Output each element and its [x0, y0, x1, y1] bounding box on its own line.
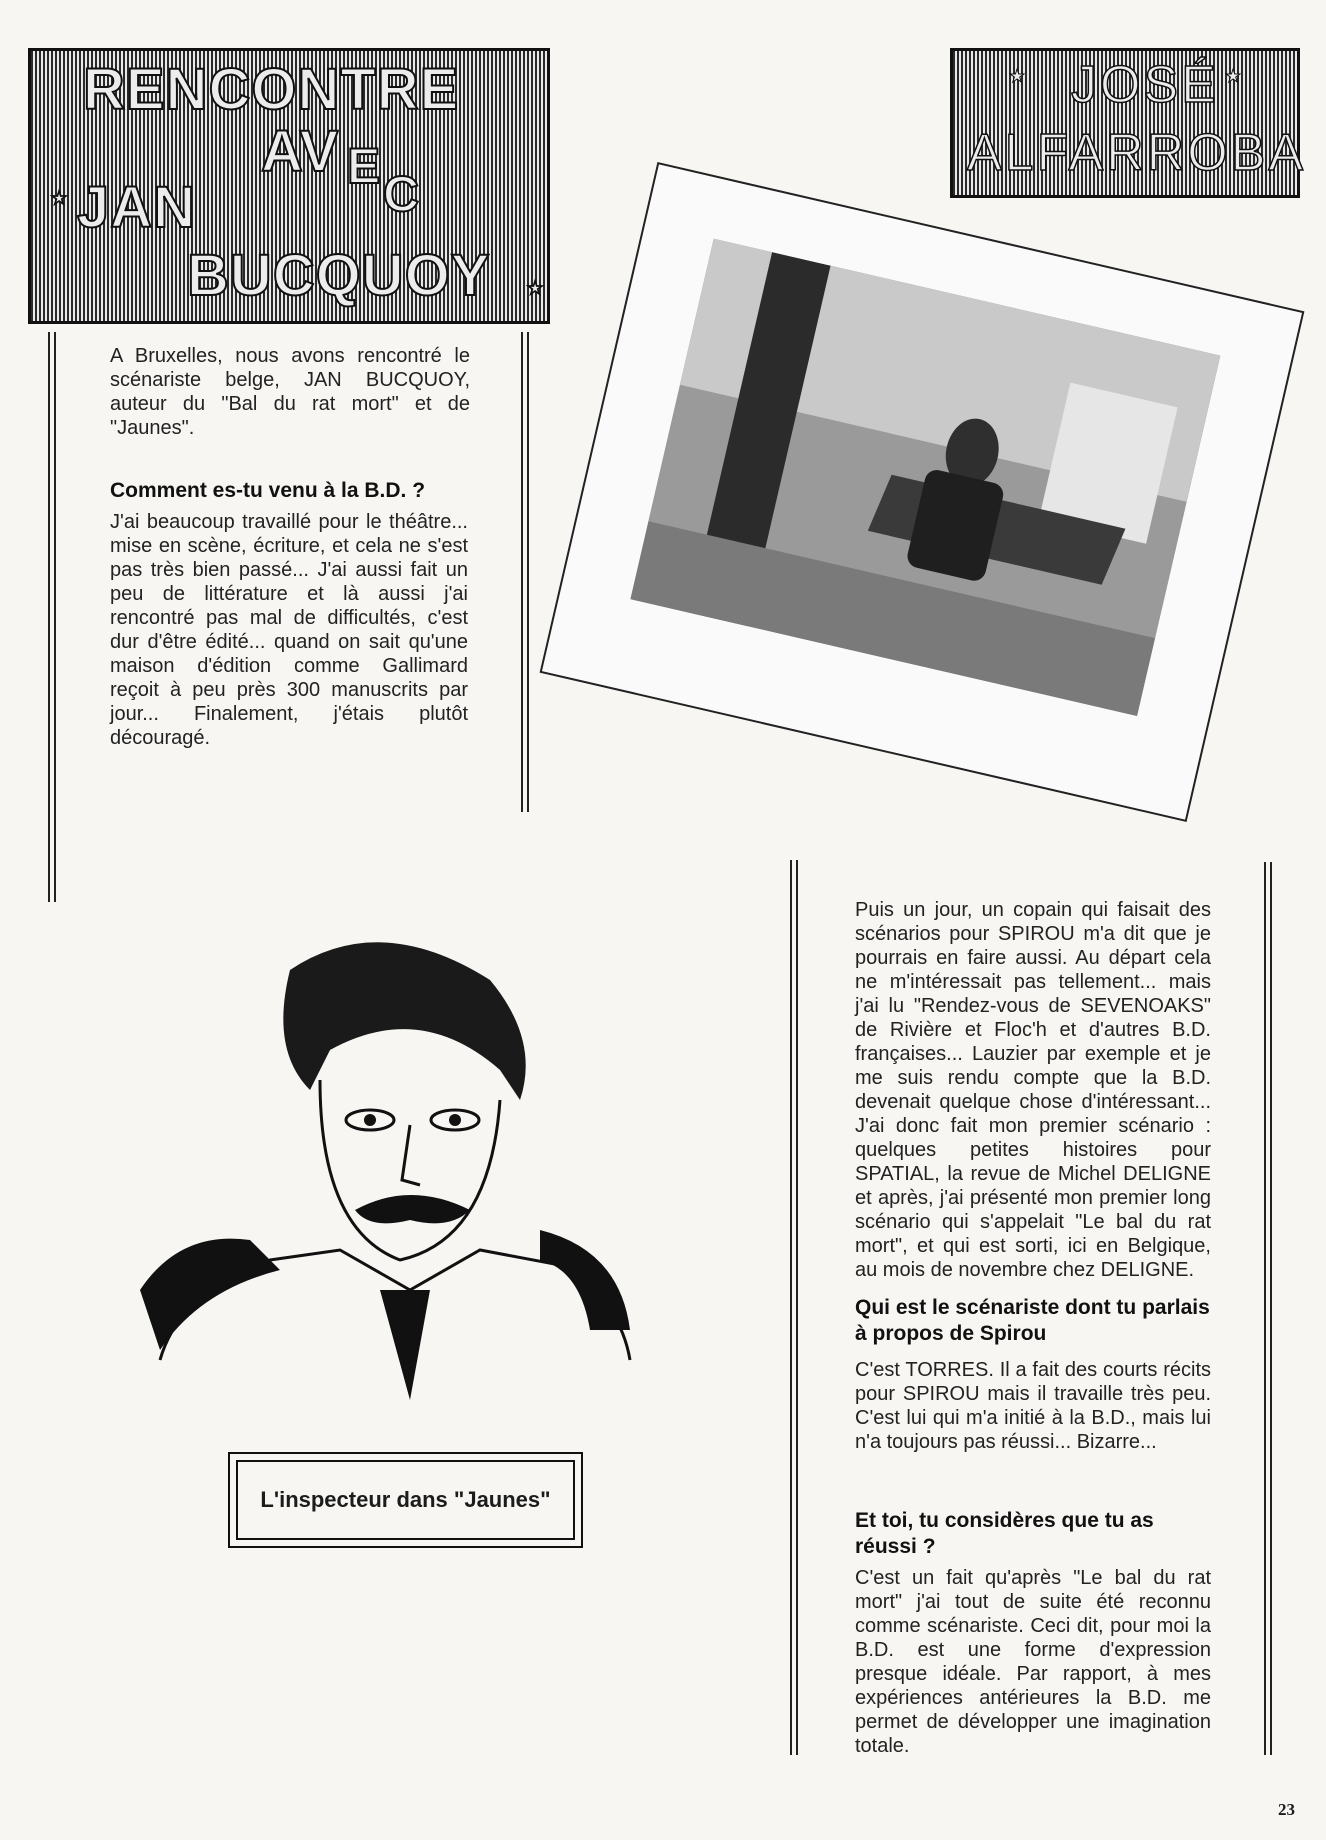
column-rule [796, 860, 798, 1755]
column-rule [521, 332, 523, 812]
intro-paragraph: A Bruxelles, nous avons rencontré le scénariste belge, JAN BUCQUOY, auteur du "Bal du rat mort" et de "Jaunes". [110, 345, 470, 439]
portrait-illustration [120, 930, 640, 1430]
headline-line-4: BUCQUOY [187, 243, 491, 308]
question-2: Qui est le scénariste dont tu parlais à propos de Spirou [855, 1296, 1210, 1345]
column-rule [1270, 862, 1272, 1755]
star-icon: ★ [51, 188, 69, 208]
column-rule [48, 332, 50, 902]
headline-block [28, 48, 550, 324]
column-rule [527, 332, 529, 812]
caption-box [228, 1452, 583, 1548]
photo-frame [540, 162, 1305, 822]
column-rule [54, 332, 56, 902]
name-line-2: ALFARROBA [967, 124, 1307, 182]
name-block [950, 48, 1307, 198]
name-line-1: JOSÉ [1071, 56, 1219, 114]
answer-1: J'ai beaucoup travaillé pour le théâtre... mise en scène, écriture, et cela ne s'est pas très bien passé... J'ai aussi fait un peu de littérature et là aussi j'ai rencontré pas mal de difficultés, c'est dur d'être édité... quand on sait qu'une maison d'édition comme Gallimard reçoit à peu près 300 manuscrits par jour... Finalement, j'étais plutôt découragé. [110, 511, 468, 749]
answer-2: C'est TORRES. Il a fait des courts récits pour SPIROU mais il travaille très peu. C'est lui qui m'a initié à la B.D., mais lui n'a toujours pas réussi... Bizarre... [855, 1359, 1211, 1453]
answer-3: C'est un fait qu'après "Le bal du rat mort" j'ai tout de suite été reconnu comme scénariste. Ceci dit, pour moi la B.D. est une forme d'expression presque idéale. Par rapport, à mes expériences antérieures la B.D. me permet de développer une imagination totale. [855, 1567, 1211, 1757]
star-icon: ★ [527, 278, 545, 298]
photo-image [630, 239, 1220, 716]
headline-line-1: RENCONTRE [83, 57, 460, 122]
question-1: Comment es-tu venu à la B.D. ? [110, 479, 426, 502]
question-3: Et toi, tu considères que tu as réussi ? [855, 1509, 1154, 1558]
headline-line-2b: E [347, 138, 382, 194]
page-number: 23 [1278, 1800, 1295, 1819]
headline-line-2c: C [383, 166, 421, 222]
headline-line-3: JAN [77, 175, 197, 240]
column-rule [1264, 862, 1266, 1755]
caption-text: L'inspecteur dans "Jaunes" [236, 1460, 575, 1540]
star-icon: ★ [1225, 66, 1245, 86]
column-rule [790, 860, 792, 1755]
answer-1-continued: Puis un jour, un copain qui faisait des scénarios pour SPIROU m'a dit que je pourrais en faire aussi. Au départ cela ne m'intéressait pas tellement... mais j'ai lu "Rendez-vous de SEVENOAKS" de Rivière et Floc'h et d'autres B.D. françaises... Lauzier par exemple et je me suis rendu compte que la B.D. devenait quelque chose d'intéressant... J'ai donc fait mon premier scénario : quelques petites histoires pour SPATIAL, la revue de Michel DELIGNE et après, j'ai présenté mon premier long scénario qui s'appelait "Le bal du rat mort", et qui est sorti, ici en Belgique, au mois de novembre chez DELIGNE. [855, 899, 1211, 1281]
headline-line-2a: AV [261, 119, 340, 184]
star-icon: ★ [1009, 66, 1029, 86]
